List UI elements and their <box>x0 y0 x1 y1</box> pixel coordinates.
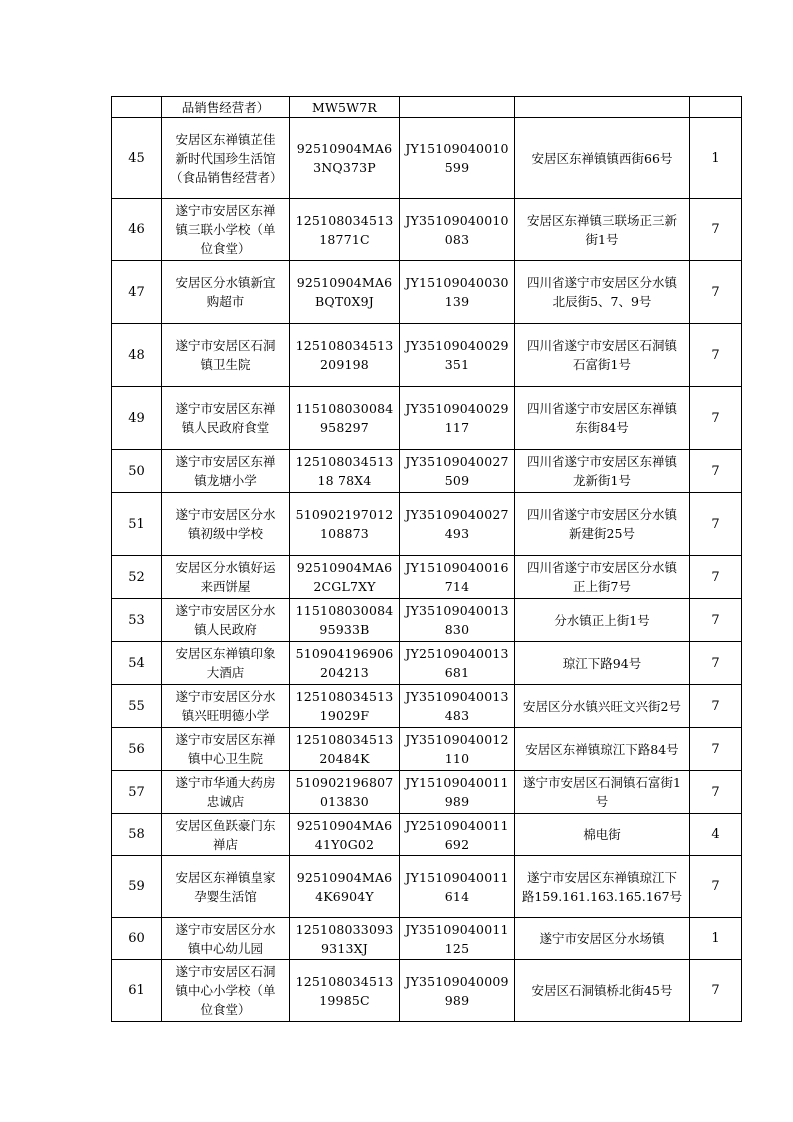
cell-license-number: JY15109040011614 <box>400 856 515 918</box>
table-row <box>112 642 742 685</box>
cell-license-number: JY35109040009989 <box>400 960 515 1022</box>
cell-count <box>690 97 742 118</box>
cell-count: 7 <box>690 199 742 261</box>
cell-number: 58 <box>112 814 162 856</box>
cell-name: 遂宁市安居区东禅镇龙塘小学 <box>162 450 290 493</box>
cell-address: 琼江下路94号 <box>515 642 690 685</box>
cell-credit-code: 125108034513209198 <box>290 324 400 387</box>
cell-number: 50 <box>112 450 162 493</box>
cell-license-number: JY35109040029351 <box>400 324 515 387</box>
cell-credit-code: 11510803008495933B <box>290 599 400 642</box>
cell-address: 遂宁市安居区石洞镇石富街1号 <box>515 771 690 814</box>
cell-name: 遂宁市安居区分水镇兴旺明德小学 <box>162 685 290 728</box>
cell-license-number: JY35109040010083 <box>400 199 515 261</box>
cell-address: 安居区东禅镇三联场正三新街1号 <box>515 199 690 261</box>
cell-name: 遂宁市安居区分水镇人民政府 <box>162 599 290 642</box>
table-row <box>112 960 742 1022</box>
cell-address: 棉电街 <box>515 814 690 856</box>
cell-address: 分水镇正上街1号 <box>515 599 690 642</box>
cell-license-number: JY35109040013483 <box>400 685 515 728</box>
cell-count: 7 <box>690 960 742 1022</box>
cell-credit-code: 12510803451319029F <box>290 685 400 728</box>
cell-name: 安居区分水镇好运来西饼屋 <box>162 556 290 599</box>
cell-address: 安居区石洞镇桥北街45号 <box>515 960 690 1022</box>
cell-number: 60 <box>112 918 162 960</box>
cell-credit-code: 510904196906204213 <box>290 642 400 685</box>
cell-count: 7 <box>690 493 742 556</box>
cell-name: 遂宁市安居区东禅镇中心卫生院 <box>162 728 290 771</box>
table-row <box>112 771 742 814</box>
cell-name: 品销售经营者） <box>162 97 290 118</box>
table-row <box>112 556 742 599</box>
cell-credit-code: 92510904MA63NQ373P <box>290 118 400 199</box>
cell-address: 四川省遂宁市安居区分水镇北辰街5、7、9号 <box>515 261 690 324</box>
table-row <box>112 387 742 450</box>
cell-license-number: JY15109040011989 <box>400 771 515 814</box>
cell-name: 遂宁市安居区东禅镇人民政府食堂 <box>162 387 290 450</box>
cell-number: 54 <box>112 642 162 685</box>
cell-license-number: JY15109040016714 <box>400 556 515 599</box>
cell-number <box>112 97 162 118</box>
cell-name: 安居区鱼跃豪门东禅店 <box>162 814 290 856</box>
cell-name: 遂宁市安居区分水镇初级中学校 <box>162 493 290 556</box>
table-row <box>112 199 742 261</box>
cell-count: 1 <box>690 118 742 199</box>
cell-number: 45 <box>112 118 162 199</box>
table-row <box>112 728 742 771</box>
table-row <box>112 599 742 642</box>
cell-credit-code: 92510904MA641Y0G02 <box>290 814 400 856</box>
table-row <box>112 918 742 960</box>
cell-credit-code: MW5W7R <box>290 97 400 118</box>
cell-license-number: JY35109040027493 <box>400 493 515 556</box>
cell-license-number: JY35109040029117 <box>400 387 515 450</box>
cell-count: 7 <box>690 324 742 387</box>
cell-count: 1 <box>690 918 742 960</box>
cell-name: 遂宁市安居区分水镇中心幼儿园 <box>162 918 290 960</box>
table-row <box>112 261 742 324</box>
cell-credit-code: 92510904MA6BQT0X9J <box>290 261 400 324</box>
cell-address: 四川省遂宁市安居区石洞镇石富街1号 <box>515 324 690 387</box>
cell-credit-code: 115108030084958297 <box>290 387 400 450</box>
table-row <box>112 118 742 199</box>
table-row <box>112 814 742 856</box>
cell-name: 安居区东禅镇皇家孕婴生活馆 <box>162 856 290 918</box>
cell-address: 遂宁市安居区分水场镇 <box>515 918 690 960</box>
cell-name: 遂宁市华通大药房忠诚店 <box>162 771 290 814</box>
table-row <box>112 856 742 918</box>
cell-address: 四川省遂宁市安居区东禅镇东街84号 <box>515 387 690 450</box>
cell-license-number: JY15109040030139 <box>400 261 515 324</box>
cell-number: 47 <box>112 261 162 324</box>
cell-name: 安居区东禅镇印象大酒店 <box>162 642 290 685</box>
table-row <box>112 97 742 118</box>
cell-name: 遂宁市安居区东禅镇三联小学校（单位食堂） <box>162 199 290 261</box>
cell-address: 四川省遂宁市安居区东禅镇龙新街1号 <box>515 450 690 493</box>
cell-count: 7 <box>690 261 742 324</box>
cell-name: 遂宁市安居区石洞镇卫生院 <box>162 324 290 387</box>
cell-name: 安居区分水镇新宜购超市 <box>162 261 290 324</box>
document-table <box>111 96 742 1022</box>
cell-count: 7 <box>690 771 742 814</box>
cell-address: 安居区分水镇兴旺文兴街2号 <box>515 685 690 728</box>
cell-number: 53 <box>112 599 162 642</box>
cell-license-number: JY25109040011692 <box>400 814 515 856</box>
cell-license-number: JY25109040013681 <box>400 642 515 685</box>
cell-count: 4 <box>690 814 742 856</box>
cell-count: 7 <box>690 856 742 918</box>
cell-count: 7 <box>690 556 742 599</box>
cell-name: 安居区东禅镇芷佳新时代国珍生活馆（食品销售经营者） <box>162 118 290 199</box>
table-row <box>112 685 742 728</box>
cell-credit-code: 12510803451320484K <box>290 728 400 771</box>
table-row <box>112 450 742 493</box>
cell-number: 56 <box>112 728 162 771</box>
cell-license-number: JY35109040011125 <box>400 918 515 960</box>
cell-count: 7 <box>690 642 742 685</box>
cell-address: 安居区东禅镇镇西街66号 <box>515 118 690 199</box>
cell-credit-code: 92510904MA62CGL7XY <box>290 556 400 599</box>
cell-number: 61 <box>112 960 162 1022</box>
cell-license-number <box>400 97 515 118</box>
cell-number: 51 <box>112 493 162 556</box>
cell-credit-code: 510902196807013830 <box>290 771 400 814</box>
cell-number: 59 <box>112 856 162 918</box>
cell-credit-code: 12510803451318 78X4 <box>290 450 400 493</box>
cell-address <box>515 97 690 118</box>
cell-number: 46 <box>112 199 162 261</box>
cell-number: 57 <box>112 771 162 814</box>
cell-number: 49 <box>112 387 162 450</box>
cell-license-number: JY35109040013830 <box>400 599 515 642</box>
table-row <box>112 493 742 556</box>
cell-name: 遂宁市安居区石洞镇中心小学校（单位食堂） <box>162 960 290 1022</box>
cell-count: 7 <box>690 728 742 771</box>
cell-address: 遂宁市安居区东禅镇琼江下路159.161.163.165.167号 <box>515 856 690 918</box>
cell-credit-code: 12510803451319985C <box>290 960 400 1022</box>
cell-license-number: JY15109040010599 <box>400 118 515 199</box>
cell-license-number: JY35109040012110 <box>400 728 515 771</box>
table-row <box>112 324 742 387</box>
cell-credit-code: 12510803451318771C <box>290 199 400 261</box>
cell-address: 安居区东禅镇琼江下路84号 <box>515 728 690 771</box>
cell-credit-code: 92510904MA64K6904Y <box>290 856 400 918</box>
cell-count: 7 <box>690 685 742 728</box>
cell-address: 四川省遂宁市安居区分水镇正上街7号 <box>515 556 690 599</box>
cell-credit-code: 1251080330939313XJ <box>290 918 400 960</box>
cell-credit-code: 510902197012108873 <box>290 493 400 556</box>
cell-number: 55 <box>112 685 162 728</box>
cell-count: 7 <box>690 599 742 642</box>
cell-number: 52 <box>112 556 162 599</box>
cell-count: 7 <box>690 450 742 493</box>
cell-number: 48 <box>112 324 162 387</box>
cell-count: 7 <box>690 387 742 450</box>
cell-license-number: JY35109040027509 <box>400 450 515 493</box>
cell-address: 四川省遂宁市安居区分水镇新建街25号 <box>515 493 690 556</box>
